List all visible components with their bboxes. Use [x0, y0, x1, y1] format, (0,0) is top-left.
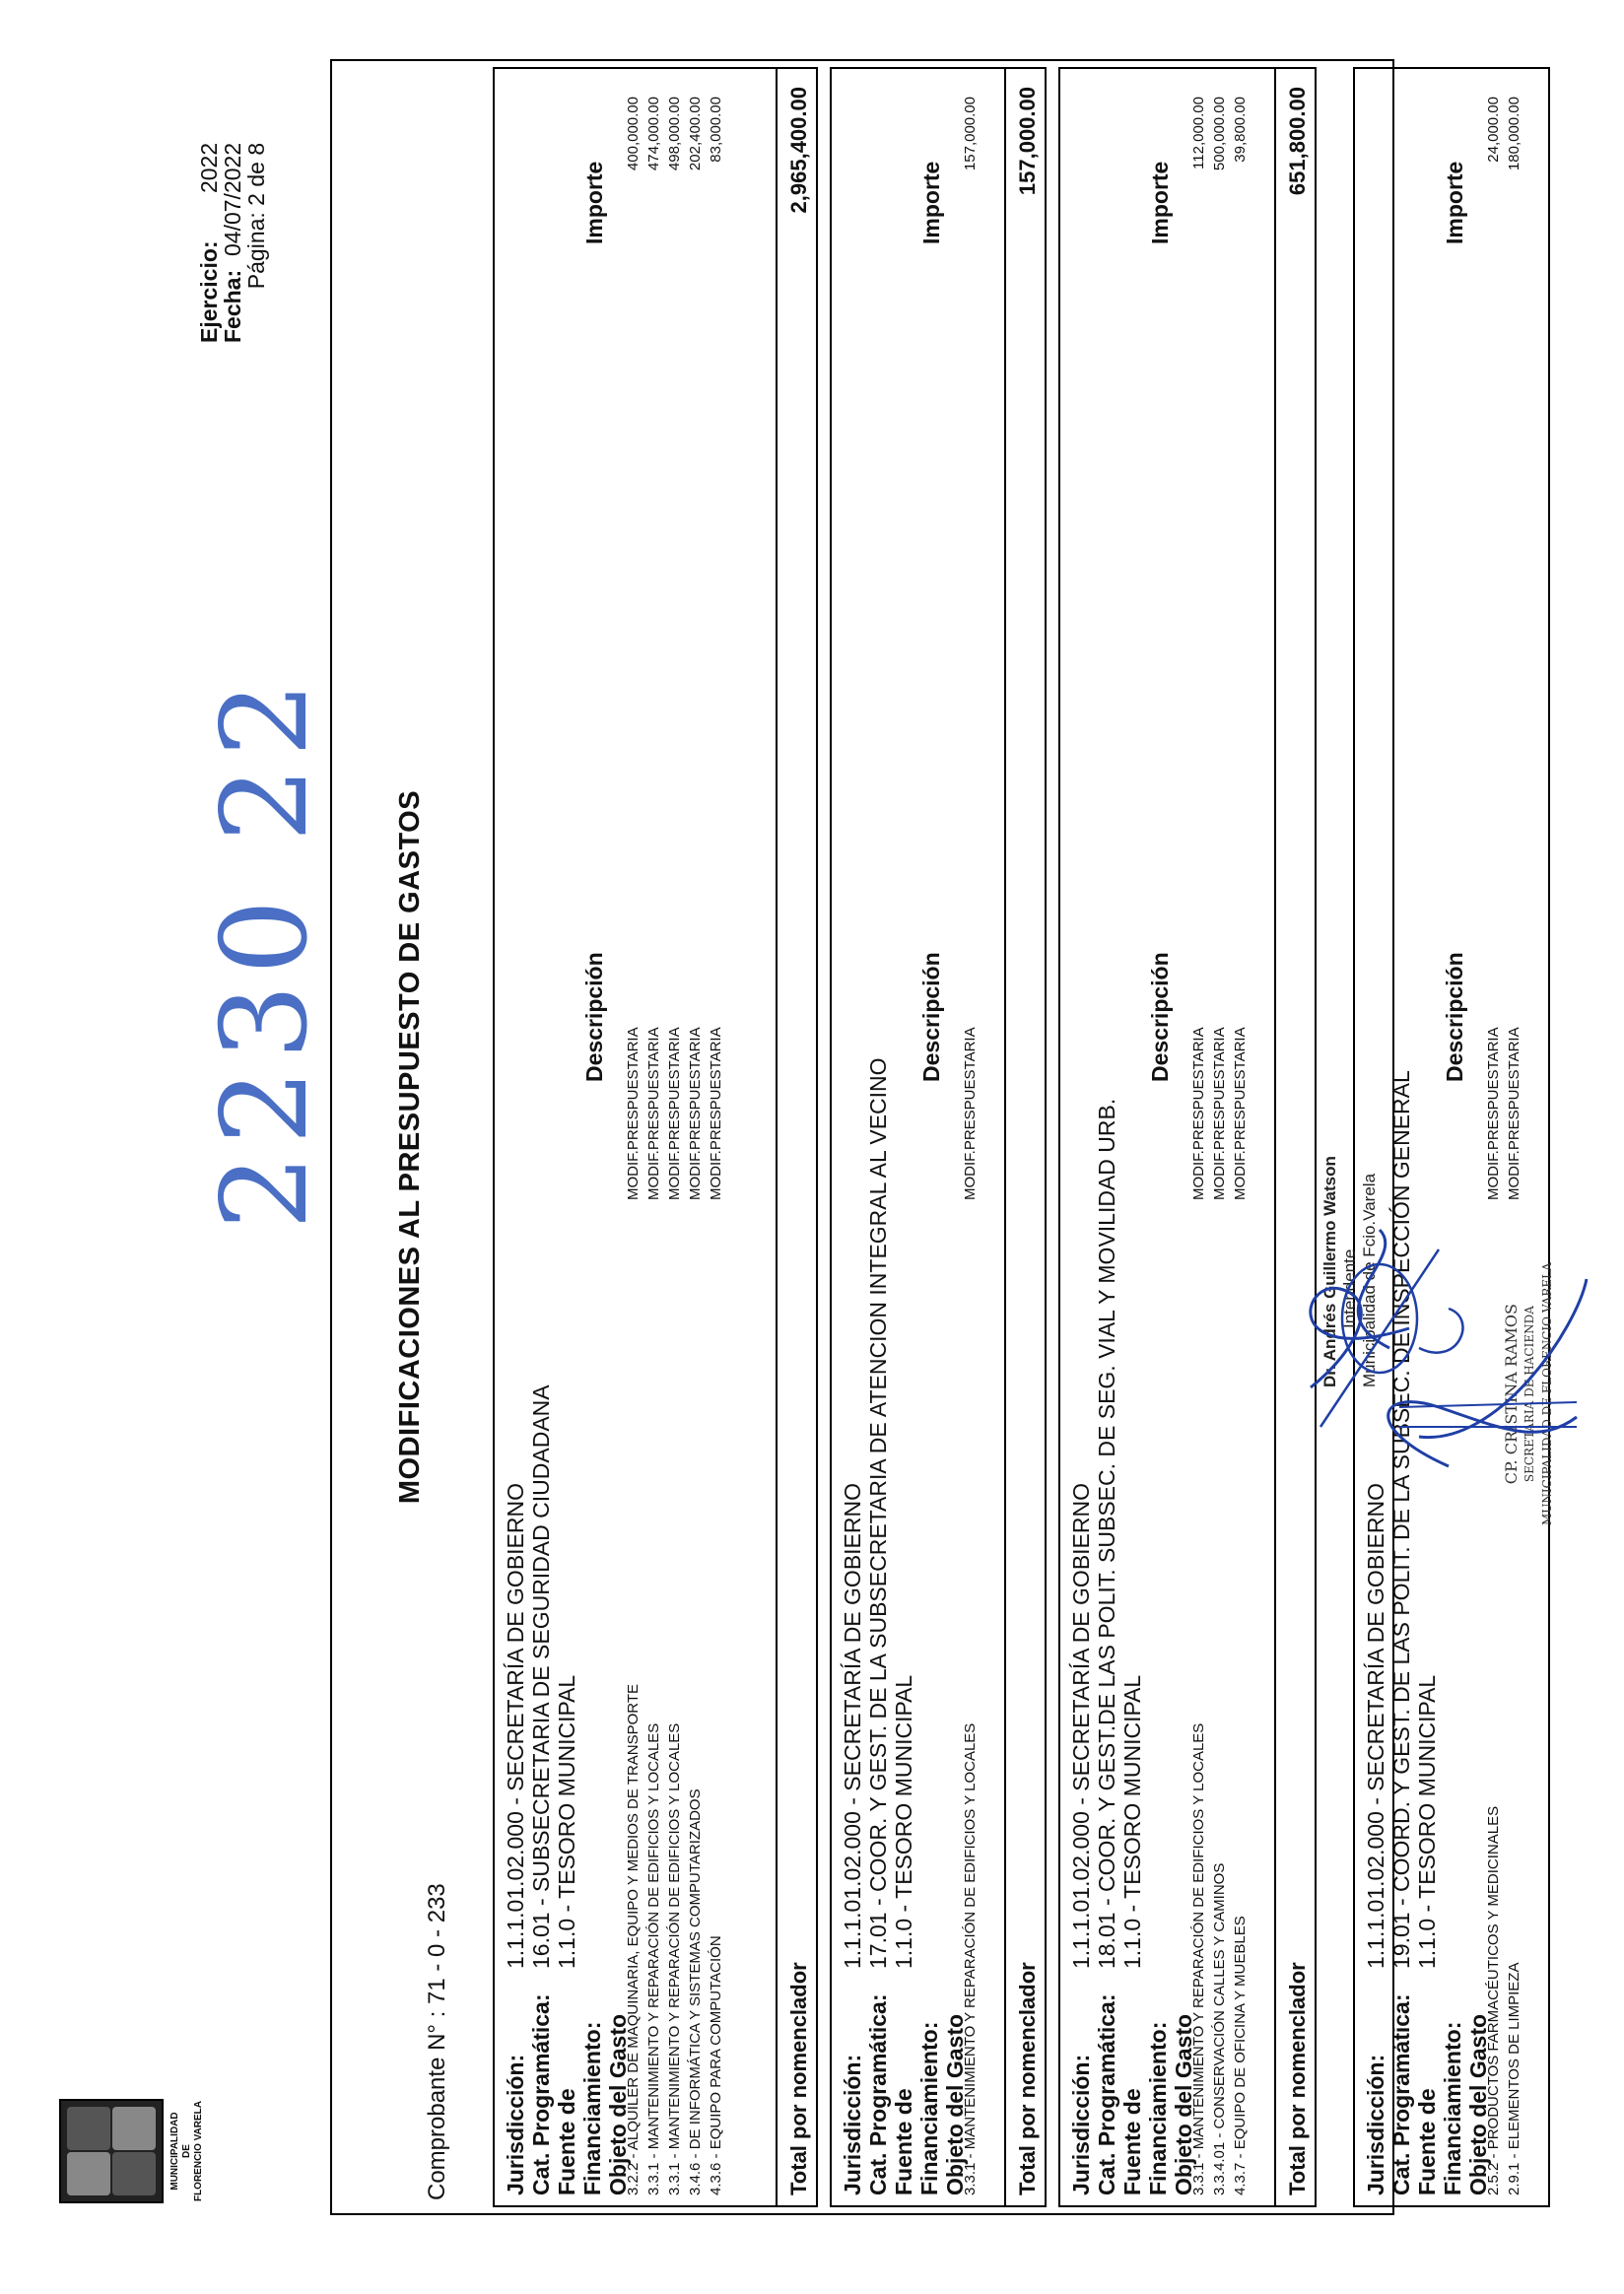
- signatory-role: Intendente: [1340, 1248, 1359, 1328]
- handwritten-stamp-number: 2230 22: [197, 671, 334, 1230]
- ejercicio-value: 2022: [196, 142, 222, 194]
- fecha-value: 04/07/2022: [220, 142, 245, 256]
- table-row: [1483, 79, 1504, 2195]
- descripcion-cell: MODIF.PRESPUESTARIA: [1232, 1027, 1249, 1200]
- jurisdiccion-value: 1.1.1.01.02.000 - SECRETARÍA DE GOBIERNO: [1068, 1483, 1094, 1969]
- signatory-name: CP. CRISTINA RAMOS: [1502, 1304, 1521, 1485]
- importe-cell: 202,400.00: [687, 97, 704, 171]
- signatory-role: SECRETARIA DE HACIENDA: [1522, 1306, 1536, 1483]
- total-amount: 157,000.00: [1014, 87, 1040, 196]
- objeto-cell: 3.3.4.01 - CONSERVACIÓN CALLES Y CAMINOS: [1211, 1862, 1228, 2195]
- coat-of-arms-icon: [59, 2099, 164, 2203]
- cat-programatica-label: Cat. Programática:: [865, 1993, 891, 2195]
- ejercicio-info: [197, 143, 268, 343]
- descripcion-cell: MODIF.PRESPUESTARIA: [1485, 1027, 1502, 1200]
- total-amount: 651,800.00: [1284, 87, 1310, 196]
- importe-cell: 39,800.00: [1232, 97, 1249, 163]
- descripcion-cell: MODIF.PRESPUESTARIA: [645, 1027, 662, 1200]
- objeto-column-header: Objeto del Gasto: [1465, 2013, 1491, 2195]
- importe-cell: 498,000.00: [666, 97, 683, 171]
- descripcion-column-header: Descripción: [918, 952, 944, 1082]
- objeto-column-header: Objeto del Gasto: [942, 2013, 968, 2195]
- descripcion-column-header: Descripción: [581, 952, 607, 1082]
- descripcion-cell: MODIF.PRESPUESTARIA: [1211, 1027, 1228, 1200]
- table-row: [960, 79, 981, 2195]
- signatory-org: MUNICIPALIDAD DE FLORENCIO VARELA: [1540, 1262, 1554, 1525]
- table-row: [623, 79, 643, 2195]
- importe-cell: 180,000.00: [1506, 97, 1522, 171]
- objeto-cell: 3.2.2 - ALQUILER DE MAQUINARIA, EQUIPO Y MEDIOS DE TRANSPORTE: [625, 1683, 642, 2195]
- total-row: [1004, 69, 1049, 2205]
- table-row: [685, 79, 706, 2195]
- table-row: [1209, 79, 1230, 2195]
- importe-cell: 24,000.00: [1485, 97, 1502, 163]
- pagina-indicator: Página: 2 de 8: [243, 142, 269, 290]
- cat-programatica-value: 18.01 - COOR. Y GEST.DE LAS POLIT. SUBSEC. DE SEG. VIAL Y MOVILIDAD URB.: [1094, 1098, 1119, 1969]
- total-row: [1274, 69, 1319, 2205]
- signature-stamp-hacienda: [1503, 1262, 1556, 1525]
- jurisdiccion-label: Jurisdicción:: [840, 2054, 865, 2195]
- fuente-label: Fuente de Financiamiento:: [1414, 2021, 1465, 2195]
- descripcion-cell: MODIF.PRESPUESTARIA: [666, 1027, 683, 1200]
- cat-programatica-label: Cat. Programática:: [1094, 1993, 1119, 2195]
- objeto-cell: 3.3.1 - MANTENIMIENTO Y REPARACIÓN DE EDIFICIOS Y LOCALES: [962, 1722, 979, 2195]
- jurisdiccion-value: 1.1.1.01.02.000 - SECRETARÍA DE GOBIERNO: [840, 1483, 865, 1969]
- total-label: Total por nomenclador: [785, 1962, 811, 2195]
- logo-line-1: MUNICIPALIDAD: [169, 2112, 180, 2191]
- descripcion-cell: MODIF.PRESPUESTARIA: [687, 1027, 704, 1200]
- table-row: [706, 79, 726, 2195]
- objeto-cell: 2.9.1 - ELEMENTOS DE LIMPIEZA: [1506, 1962, 1522, 2195]
- objeto-cell: 4.3.7 - EQUIPO DE OFICINA Y MUEBLES: [1232, 1916, 1249, 2195]
- importe-cell: 112,000.00: [1190, 97, 1207, 169]
- fuente-label: Fuente de Financiamiento:: [891, 2021, 942, 2195]
- municipal-logo: [59, 2087, 227, 2215]
- fuente-value: 1.1.0 - TESORO MUNICIPAL: [554, 1674, 579, 1969]
- jurisdiccion-value: 1.1.1.01.02.000 - SECRETARÍA DE GOBIERNO: [1363, 1483, 1388, 1969]
- budget-block: [1353, 67, 1550, 2207]
- table-row: [1504, 79, 1524, 2195]
- descripcion-cell: MODIF.PRESPUESTARIA: [1506, 1027, 1522, 1200]
- budget-block: [1058, 67, 1317, 2207]
- total-amount: 2,965,400.00: [785, 87, 811, 214]
- descripcion-cell: MODIF.PRESPUESTARIA: [962, 1027, 979, 1200]
- cat-programatica-value: 19.01 - COORD. Y GEST. DE LAS POLIT. DE LA SUBSEC. DE INSPECCIÓN GENERAL: [1388, 1070, 1414, 1969]
- table-row: [664, 79, 685, 2195]
- signatory-name: Dr. Andrés Guillermo Watson: [1320, 1156, 1339, 1387]
- importe-column-header: Importe: [918, 161, 944, 244]
- fuente-label: Fuente de Financiamiento:: [1119, 2021, 1171, 2195]
- importe-cell: 400,000.00: [625, 97, 642, 171]
- total-label: Total por nomenclador: [1014, 1962, 1040, 2195]
- objeto-cell: 3.3.1 - MANTENIMIENTO Y REPARACIÓN DE EDIFICIOS Y LOCALES: [666, 1722, 683, 2195]
- logo-line-3: FLORENCIO VARELA: [193, 2100, 204, 2202]
- objeto-cell: 2.5.2 - PRODUCTOS FARMACÉUTICOS Y MEDICINALES: [1485, 1805, 1502, 2195]
- importe-cell: 157,000.00: [962, 97, 979, 171]
- signature-stamp-intendente: [1320, 1156, 1380, 1387]
- descripcion-cell: MODIF.PRESPUESTARIA: [1190, 1027, 1207, 1200]
- jurisdiccion-label: Jurisdicción:: [1068, 2054, 1094, 2195]
- descripcion-column-header: Descripción: [1442, 952, 1467, 1082]
- comprobante-number: Comprobante N° : 71 - 0 - 233: [424, 1883, 450, 2200]
- fuente-value: 1.1.0 - TESORO MUNICIPAL: [1414, 1674, 1440, 1969]
- fecha-label: Fecha:: [220, 269, 245, 343]
- document-title: MODIFICACIONES AL PRESUPUESTO DE GASTOS: [394, 789, 426, 1505]
- budget-block: [830, 67, 1047, 2207]
- descripcion-column-header: Descripción: [1147, 952, 1173, 1082]
- descripcion-cell: MODIF.PRESPUESTARIA: [625, 1027, 642, 1200]
- cat-programatica-label: Cat. Programática:: [1388, 1993, 1414, 2195]
- jurisdiccion-label: Jurisdicción:: [1363, 2054, 1388, 2195]
- total-label: Total por nomenclador: [1284, 1962, 1310, 2195]
- ejercicio-label: Ejercicio:: [196, 240, 222, 343]
- table-row: [643, 79, 664, 2195]
- table-row: [1188, 79, 1209, 2195]
- jurisdiccion-value: 1.1.1.01.02.000 - SECRETARÍA DE GOBIERNO: [503, 1483, 528, 1969]
- descripcion-cell: MODIF.PRESPUESTARIA: [708, 1027, 724, 1200]
- budget-block: [493, 67, 818, 2207]
- objeto-cell: 3.3.1 - MANTENIMIENTO Y REPARACIÓN DE EDIFICIOS Y LOCALES: [1190, 1722, 1207, 2195]
- jurisdiccion-label: Jurisdicción:: [503, 2054, 528, 2195]
- objeto-column-header: Objeto del Gasto: [1171, 2013, 1196, 2195]
- objeto-column-header: Objeto del Gasto: [605, 2013, 631, 2195]
- total-row: [776, 69, 820, 2205]
- importe-column-header: Importe: [581, 161, 607, 244]
- cat-programatica-value: 16.01 - SUBSECRETARIA DE SEGURIDAD CIUDADANA: [528, 1384, 554, 1969]
- objeto-cell: 4.3.6 - EQUIPO PARA COMPUTACIÓN: [708, 1935, 724, 2195]
- objeto-cell: 3.4.6 - DE INFORMÁTICA Y SISTEMAS COMPUTARIZADOS: [687, 1788, 704, 2195]
- signatory-org: Municipalidad de Fcio.Varela: [1360, 1173, 1379, 1387]
- importe-cell: 500,000.00: [1211, 97, 1228, 171]
- table-row: [1230, 79, 1251, 2195]
- cat-programatica-label: Cat. Programática:: [528, 1993, 554, 2195]
- objeto-cell: 3.3.1 - MANTENIMIENTO Y REPARACIÓN DE EDIFICIOS Y LOCALES: [645, 1722, 662, 2195]
- cat-programatica-value: 17.01 - COOR. Y GEST. DE LA SUBSECRETARIA DE ATENCION INTEGRAL AL VECINO: [865, 1057, 891, 1969]
- importe-cell: 474,000.00: [645, 97, 662, 171]
- importe-cell: 83,000.00: [708, 97, 724, 163]
- fuente-label: Fuente de Financiamiento:: [554, 2021, 605, 2195]
- fuente-value: 1.1.0 - TESORO MUNICIPAL: [1119, 1674, 1145, 1969]
- importe-column-header: Importe: [1442, 161, 1467, 244]
- logo-line-2: DE: [181, 2144, 192, 2158]
- fuente-value: 1.1.0 - TESORO MUNICIPAL: [891, 1674, 916, 1969]
- importe-column-header: Importe: [1147, 161, 1173, 244]
